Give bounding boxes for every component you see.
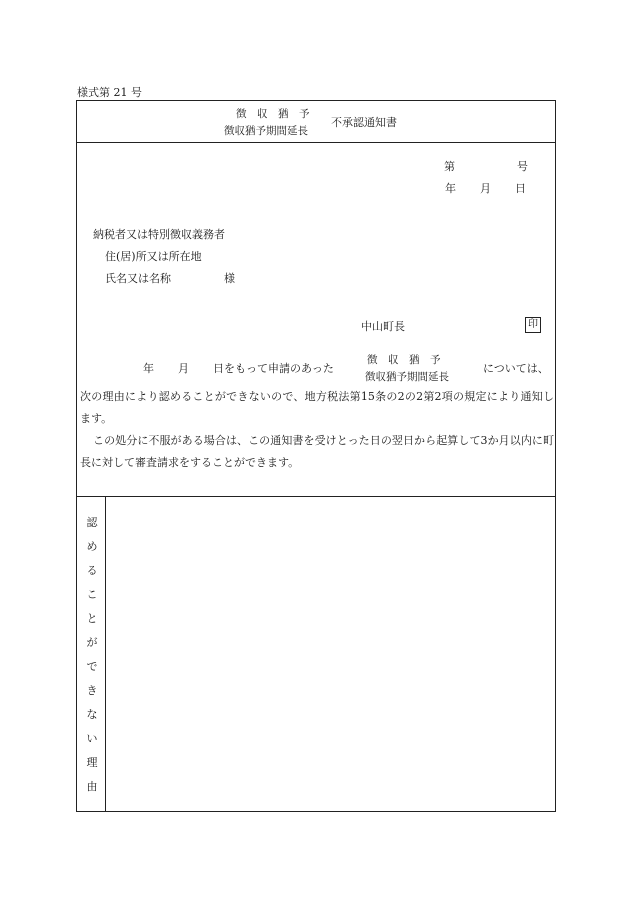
reason-label-char: 理	[86, 756, 98, 769]
title-divider	[76, 142, 556, 143]
address-label: 住(居)所又は所在地	[105, 250, 202, 263]
doc-number-prefix: 第	[444, 160, 455, 173]
form-number: 様式第 21 号	[77, 86, 142, 99]
reason-label-char: こ	[86, 588, 98, 601]
reason-label-char: る	[86, 564, 98, 577]
reason-label-char: で	[86, 660, 98, 673]
reason-label-char: 由	[86, 780, 98, 793]
application-month: 月	[178, 362, 189, 375]
title-suffix: 不承認通知書	[331, 116, 397, 129]
date-day: 日	[515, 182, 526, 195]
date-year: 年	[445, 182, 456, 195]
reason-label	[78, 511, 106, 799]
application-year: 年	[143, 362, 154, 375]
body-paragraph-2: この処分に不服がある場合は、この通知書を受けとった日の翌日から起算して3か月以内に町長に対して審査請求をすることができます。	[80, 434, 554, 469]
reason-label-char: な	[86, 708, 98, 721]
reason-label-char: が	[86, 636, 98, 649]
name-label: 氏名又は名称	[105, 272, 171, 285]
reason-label-char: 認	[86, 516, 98, 529]
reason-label-char: い	[86, 732, 98, 745]
doc-number-suffix: 号	[517, 160, 528, 173]
issuer-name: 中山町長	[361, 320, 405, 333]
addressee-heading: 納税者又は特別徴収義務者	[93, 228, 225, 241]
body-paragraph-1: 次の理由により認めることができないので、地方税法第15条の2の2第2項の規定により通知します。	[80, 390, 554, 425]
reason-label-char: と	[86, 612, 98, 625]
honorific: 様	[224, 272, 235, 285]
reason-label-char: め	[86, 540, 98, 553]
type-line1: 徴 収 猶 予	[367, 354, 441, 366]
title-line2: 徴収猶予期間延長	[224, 125, 308, 137]
application-text: 日をもって申請のあった	[213, 362, 334, 375]
type-line2: 徴収猶予期間延長	[365, 371, 449, 383]
seal-mark: 印	[525, 317, 541, 333]
title-line1: 徴 収 猶 予	[236, 108, 310, 120]
date-month: 月	[480, 182, 491, 195]
reason-text-area[interactable]	[106, 497, 555, 811]
reason-label-char: き	[86, 684, 98, 697]
regarding-text: については、	[483, 362, 549, 375]
